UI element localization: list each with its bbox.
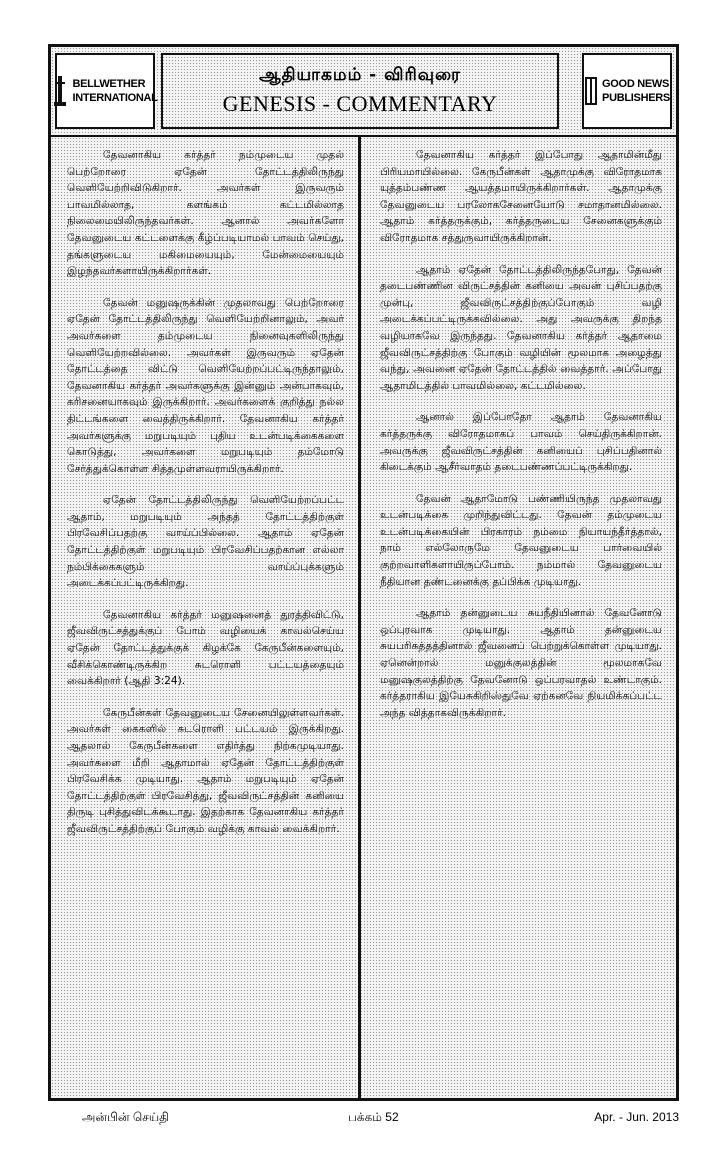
right-column — [364, 137, 676, 1098]
logo-left-line-2: INTERNATIONAL — [72, 92, 158, 104]
magazine-name: அன்பின் செய்தி — [82, 1110, 169, 1124]
logo-left-line-1: BELLWETHER — [72, 78, 146, 90]
paragraph: ஆதாம் ஏதேன் தோட்டத்திலிருந்தபோது, தேவன் தடைபண்ணின விருட்சத்தின் கனியை அவன் புசிப்பதற்கு முன்பு, ஜீவவிருட்சத்திற்குப்போகும் வழி அடைக்கப்பட்டிருக்கவில்லை. அது அவருக்கு திறந்த வழியாகவே இருந்தது. தேவனாகிய கர்த்தர் ஆதாமை ஜீவவிருட்சத்திற்கு போகும் வழியின் மூலமாக அழைத்து வந்து, அவனை ஏதேன் தோட்டத்தில் வைத்தார். அப்போது ஆதாமிடத்தில் பாவமில்லை, கட்டமில்லை. — [380, 263, 662, 392]
page-number: பக்கம் 52 — [348, 1110, 399, 1124]
left-column — [51, 137, 361, 1098]
good-news-logo — [582, 53, 672, 129]
paragraph: தேவனாகிய கர்த்தர் இப்போது ஆதாமின்மீது பிரியமாயில்லை. கேருபீன்கள் ஆதாமுக்கு விரோதமாக யுத்தம்பண்ண ஆயத்தமாயிருக்கிறார்கள். ஆதாமுக்கு தேவனுடைய பரலோகசேனையோடு சமாதானமில்லை. ஆதாம் கர்த்தருக்கும், கர்த்தருடைய சேனைகளுக்கும் விரோதமாக சத்துருவாயிருக்கிறான். — [380, 149, 662, 244]
page-frame — [48, 44, 679, 1101]
title-english: GENESIS - COMMENTARY — [222, 91, 498, 116]
tower-icon — [52, 74, 68, 108]
book-icon — [584, 74, 598, 108]
title-box — [161, 53, 559, 129]
text-columns — [51, 137, 676, 1098]
paragraph: ஏதேன் தோட்டத்திலிருந்து வெளியேற்றப்பட்ட ஆதாம், மறுபடியும் அந்தத் தோட்டத்திற்குள் பிரவேசிப்பதற்கு வாய்ப்பில்லை. ஆதாம் ஏதேன் தோட்டத்திற்குள் மறுபடியும் பிரவேசிப்பதற்கான எல்லா நம்பிக்கைகளும் வாய்ப்புக்களும் அடைக்கப்பட்டிருக்கிறது. — [67, 494, 344, 590]
issue-date: Apr. - Jun. 2013 — [594, 1110, 679, 1124]
paragraph: தேவன் ஆதாமோடு பண்ணியிருந்த முதலாவது உடன்படிக்கை முறிந்துவிட்டது. தேவன் தம்முடைய உடன்படிக்கையின் பிரகாரம் நம்மை நியாயந்தீர்த்தால், நாம் எல்லோருமே தேவனுடைய பார்வையில் குற்றவாளிகளாயிருப்போம். நம்மால் தேவனுடைய நீதியான தண்டனைக்கு தப்பிக்க முடியாது. — [380, 492, 662, 588]
logo-right-line-1: GOOD NEWS — [602, 78, 670, 90]
title-tamil: ஆதியாகமம் - விரிவுரை — [259, 65, 461, 85]
paragraph: தேவனாகிய கர்த்தர் நம்முடைய முதல் பெற்றோரை ஏதேன் தோட்டத்திலிருந்து வெளியேற்றிவிடுகிறார். அவர்கள் இருவரும் பாவமில்லாத, களங்கம் கட்டமில்லாத நிலைமையிலிருந்தவர்கள். ஆனால் அவர்களோ தேவனுடைய கட்டளைக்கு கீழ்ப்படியாமல் பாவம் செய்து, தங்களுடைய மகிமையையும், மேன்மையையும் இழந்தவர்களாயிருக்கிறார்கள். — [67, 149, 344, 278]
page-footer — [48, 1110, 679, 1130]
paragraph: ஆதாம் தன்னுடைய சுயநீதியினால் தேவனோடு ஒப்புரவாக முடியாது. ஆதாம் தன்னுடைய சுயபரிசுத்தத்தினால் ஜீவனைப் பெற்றுக்கொள்ள முடியாது. ஏனென்றால் மனுக்குலத்தின் மூலமாகவே மனுஷகுலத்திற்கு தேவனோடு ஒப்பரவாதல் உண்டாகும். கர்த்தராகிய இயேசுகிறிஸ்துவே ஏற்கனவே நியமிக்கப்பட்ட அந்த வித்தாகவிருக்கிறார். — [380, 607, 662, 719]
bellwether-logo — [55, 53, 158, 129]
paragraph: தேவனாகிய கர்த்தர் மனுஷனைத் துரத்திவிட்டு, ஜீவவிருட்சத்துக்குப் போம் வழியைக் காவல்செய்ய ஏதேன் தோட்டத்துக்குக் கிழக்கே கேருபீன்களையும், வீசிக்கொண்டிருக்கிற சுடரொளி பட்டயத்தையும் வைக்கிறார் (ஆதி 3:24). — [67, 608, 344, 688]
paragraph: கேருபீன்கள் தேவனுடைய சேனையிலுள்ளவர்கள். அவர்கள் கைகளில் சுடரொளி பட்டயம் இருக்கிறது. ஆதலால் கேருபீன்களை எதிர்த்து நிற்கமுடியாது. அவர்களை மீறி ஆதாமால் ஏதேன் தோட்டத்திற்குள் பிரவேசிக்க முடியாது. ஆதாம் மறுபடியும் ஏதேன் தோட்டத்திற்குள் பிரவேசித்து, ஜீவவிருட்சத்தின் கனியை திருடி புசித்துவிடக்கூடாது. இதற்காக தேவனாகிய கர்த்தர் ஜீவவிருட்சத்திற்குப் போகும் வழிக்கு காவல் வைக்கிறார். — [67, 706, 344, 835]
paragraph: தேவன் மனுஷருக்கின் முதலாவது பெற்றோரை ஏதேன் தோட்டத்திலிருந்து வெளியேற்றினாலும், அவர் அவர்களை தம்முடைய நினைவுகளிலிருந்து வெளியேற்றவில்லை. அவர்கள் இருவரும் ஏதேன் தோட்டத்தை விட்டு வெளியேற்றப்பட்டிருந்தாலும், தேவனாகிய கர்த்தர் அவர்களுக்கு இன்னும் அன்பாகவும், கரிசனையாகவும் இருக்கிறார். அவர்களைக் குறித்து நல்ல திட்டங்களை வைத்திருக்கிறார். தேவனாகிய கர்த்தர் அவர்களுக்கு மறுபடியும் புதிய உடன்படிக்கைகளை கொடுத்து, அவர்களை மறுபடியும் தம்மோடு சேர்த்துக்கொள்ள சித்தமுள்ளவராயிருக்கிறார். — [67, 296, 344, 475]
page-header — [51, 47, 676, 137]
logo-right-line-2: PUBLISHERS — [602, 92, 670, 104]
paragraph: ஆனால் இப்போதோ ஆதாம் தேவனாகிய கர்த்தருக்கு விரோதமாகப் பாவம் செய்திருக்கிறான். அவருக்கு ஜீவவிருட்சத்தின் கனியைப் புசிப்பதினால் கிடைக்கும் ஆசீர்வாதம் தடைபண்ணப்பட்டிருக்கிறது. — [380, 411, 662, 474]
